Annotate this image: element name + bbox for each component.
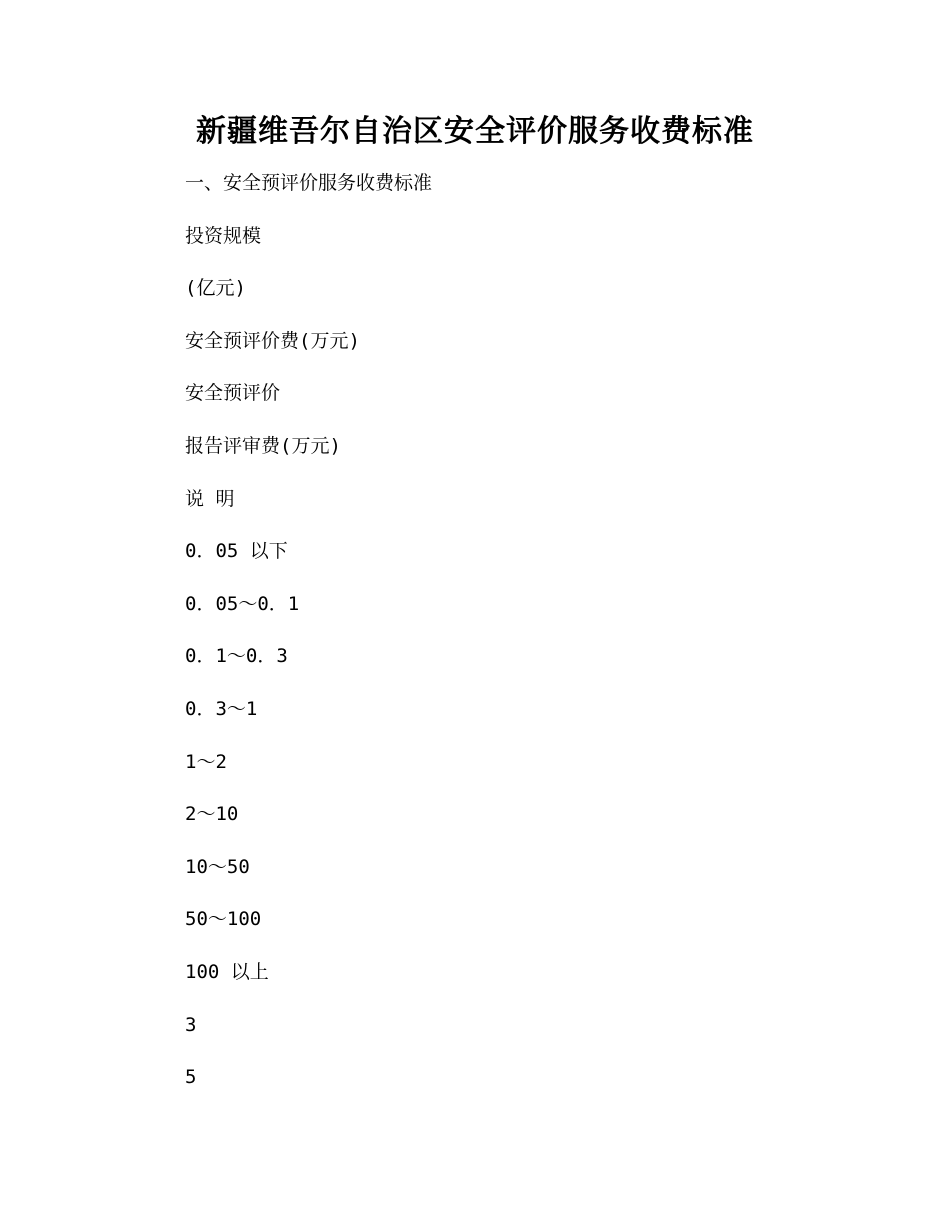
text-line: 5 [185,1066,197,1089]
text-line: 10～50 [185,855,250,878]
text-line: 0．05 以下 [185,540,288,563]
text-line: 安全预评价 [185,382,281,405]
text-line: 0．1～0．3 [185,645,288,668]
text-line: 0．3～1 [185,697,258,720]
text-line: 1～2 [185,750,227,773]
text-line: 50～100 [185,908,262,931]
text-line: 3 [185,1013,197,1036]
text-line: 100 以上 [185,960,269,983]
text-line: 说 明 [185,487,235,510]
document-title: 新疆维吾尔自治区安全评价服务收费标准 [196,114,754,149]
text-line: 投资规模 [185,224,262,247]
section-heading: 一、安全预评价服务收费标准 [185,172,433,194]
text-line: 安全预评价费(万元) [185,329,360,352]
text-line: (亿元) [185,277,246,300]
text-line: 2～10 [185,803,239,826]
text-line: 报告评审费(万元) [185,434,341,457]
text-line: 0．05～0．1 [185,592,300,615]
document-body [185,168,432,1115]
